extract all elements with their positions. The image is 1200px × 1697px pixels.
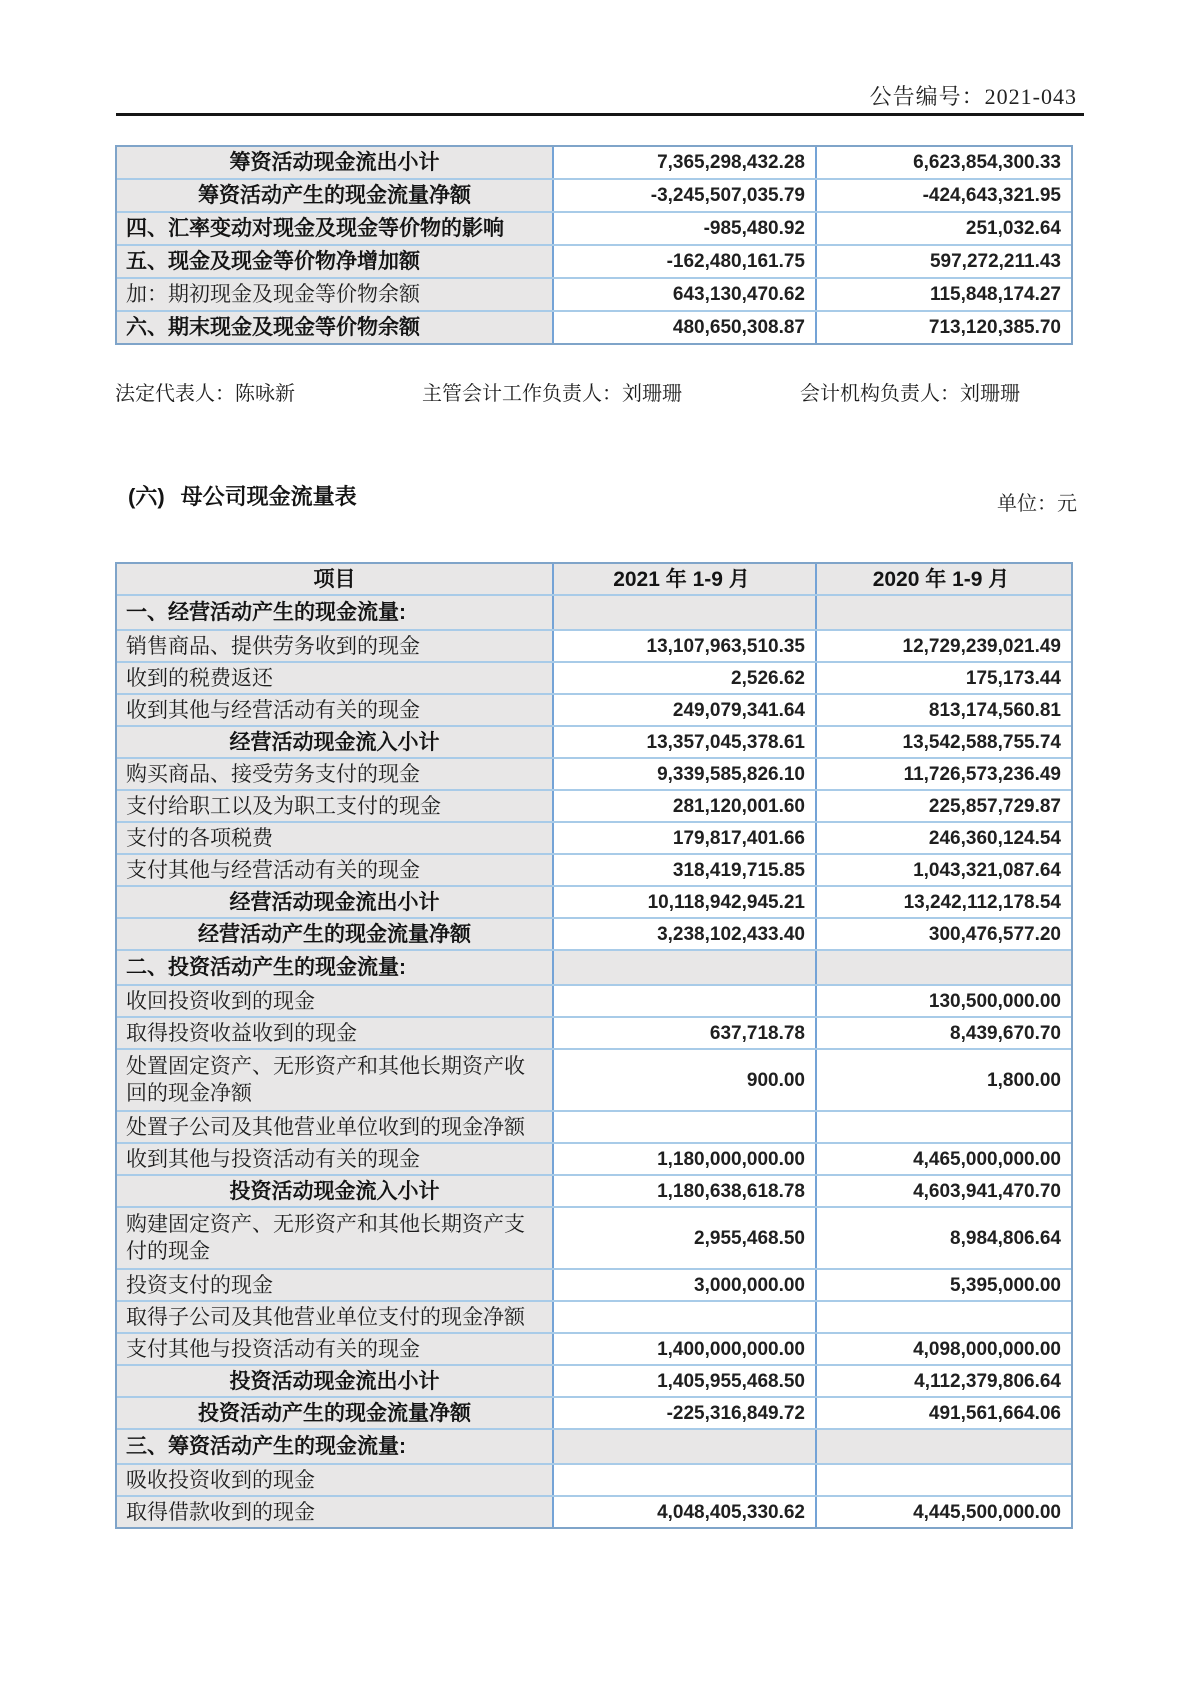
table-row	[117, 629, 1071, 661]
table-row	[117, 1048, 1071, 1110]
doc-number: 公告编号：2021-043	[869, 84, 1077, 109]
col-header-2021: 2021 年 1-9 月	[552, 564, 815, 594]
row-value-2021-cell	[552, 596, 815, 629]
row-value-2021-cell: 3,238,102,433.40	[552, 919, 815, 949]
row-label-cell: 取得投资收益收到的现金	[117, 1018, 552, 1048]
row-value-2020-cell: 4,465,000,000.00	[815, 1144, 1071, 1174]
row-label-cell: 支付其他与经营活动有关的现金	[117, 855, 552, 885]
row-label-cell: 五、现金及现金等价物净增加额	[117, 246, 552, 277]
table-row	[117, 661, 1071, 693]
table-row	[117, 984, 1071, 1016]
table-row	[117, 211, 1071, 244]
table-row	[117, 821, 1071, 853]
row-value-2020-cell: 1,043,321,087.64	[815, 855, 1071, 885]
row-value-2020-cell: 225,857,729.87	[815, 791, 1071, 821]
table-row	[117, 1174, 1071, 1206]
row-value-2020-cell: 300,476,577.20	[815, 919, 1071, 949]
table-row	[117, 1428, 1071, 1463]
row-label-cell: 购买商品、接受劳务支付的现金	[117, 759, 552, 789]
row-value-2021-cell: 10,118,942,945.21	[552, 887, 815, 917]
row-value-2020-cell	[815, 1430, 1071, 1463]
row-label-cell: 投资活动产生的现金流量净额	[117, 1398, 552, 1428]
row-label-cell: 投资活动现金流出小计	[117, 1366, 552, 1396]
row-label-cell: 三、筹资活动产生的现金流量:	[117, 1430, 552, 1463]
table-row	[117, 1495, 1071, 1527]
row-value-2021-cell: 249,079,341.64	[552, 695, 815, 725]
row-label-cell: 加：期初现金及现金等价物余额	[117, 279, 552, 310]
row-label-cell: 筹资活动产生的现金流量净额	[117, 180, 552, 211]
row-value-2021-cell: 643,130,470.62	[552, 279, 815, 310]
row-value-2021-cell: -985,480.92	[552, 213, 815, 244]
row-value-2021-cell: 637,718.78	[552, 1018, 815, 1048]
accounting-head: 会计机构负责人：刘珊珊	[800, 383, 1020, 405]
row-value-2021-cell: 2,955,468.50	[552, 1208, 815, 1268]
row-value-2020-cell: 1,800.00	[815, 1050, 1071, 1110]
chief-accountant: 主管会计工作负责人：刘珊珊	[422, 383, 682, 405]
table-row	[117, 1110, 1071, 1142]
header-divider-rule	[116, 113, 1084, 116]
table-row	[117, 1268, 1071, 1300]
table-row	[117, 1206, 1071, 1268]
row-value-2020-cell: 251,032.64	[815, 213, 1071, 244]
table-row	[117, 885, 1071, 917]
row-label-cell: 六、期末现金及现金等价物余额	[117, 312, 552, 343]
row-label-cell: 二、投资活动产生的现金流量:	[117, 951, 552, 984]
row-value-2021-cell	[552, 1465, 815, 1495]
row-value-2020-cell	[815, 1302, 1071, 1332]
row-label-cell: 支付给职工以及为职工支付的现金	[117, 791, 552, 821]
row-value-2020-cell: 8,984,806.64	[815, 1208, 1071, 1268]
row-value-2020-cell	[815, 1465, 1071, 1495]
row-value-2021-cell	[552, 986, 815, 1016]
row-value-2020-cell	[815, 596, 1071, 629]
row-value-2021-cell	[552, 1430, 815, 1463]
table-row	[117, 949, 1071, 984]
row-value-2021-cell: 1,180,000,000.00	[552, 1144, 815, 1174]
row-value-2020-cell: 813,174,560.81	[815, 695, 1071, 725]
row-value-2021-cell: 7,365,298,432.28	[552, 147, 815, 178]
row-value-2021-cell	[552, 951, 815, 984]
row-label-cell: 四、汇率变动对现金及现金等价物的影响	[117, 213, 552, 244]
row-value-2020-cell: 13,242,112,178.54	[815, 887, 1071, 917]
row-label-cell: 支付的各项税费	[117, 823, 552, 853]
row-label-cell: 处置子公司及其他营业单位收到的现金净额	[117, 1112, 552, 1142]
section-index: (六)	[128, 484, 165, 509]
row-label-cell: 取得借款收到的现金	[117, 1497, 552, 1527]
row-value-2020-cell: -424,643,321.95	[815, 180, 1071, 211]
row-value-2020-cell: 4,603,941,470.70	[815, 1176, 1071, 1206]
row-label-cell: 收到其他与经营活动有关的现金	[117, 695, 552, 725]
row-label-cell: 支付其他与投资活动有关的现金	[117, 1334, 552, 1364]
row-label-cell: 投资活动现金流入小计	[117, 1176, 552, 1206]
row-value-2021-cell: -162,480,161.75	[552, 246, 815, 277]
table-header-row	[117, 564, 1071, 594]
table-row	[117, 178, 1071, 211]
row-value-2021-cell: 3,000,000.00	[552, 1270, 815, 1300]
row-value-2020-cell: 130,500,000.00	[815, 986, 1071, 1016]
row-value-2020-cell: 597,272,211.43	[815, 246, 1071, 277]
row-value-2021-cell: 2,526.62	[552, 663, 815, 693]
row-value-2021-cell: 13,107,963,510.35	[552, 631, 815, 661]
table-row	[117, 725, 1071, 757]
row-label-cell: 经营活动产生的现金流量净额	[117, 919, 552, 949]
row-value-2020-cell: 13,542,588,755.74	[815, 727, 1071, 757]
row-value-2020-cell: 115,848,174.27	[815, 279, 1071, 310]
row-value-2021-cell: 1,405,955,468.50	[552, 1366, 815, 1396]
table-row	[117, 147, 1071, 178]
row-value-2020-cell: 713,120,385.70	[815, 312, 1071, 343]
row-value-2021-cell: 318,419,715.85	[552, 855, 815, 885]
col-header-item: 项目	[117, 564, 552, 594]
row-label-cell: 收回投资收到的现金	[117, 986, 552, 1016]
row-label-cell: 收到的税费返还	[117, 663, 552, 693]
unit-label: 单位：元	[997, 493, 1077, 515]
row-value-2021-cell: 4,048,405,330.62	[552, 1497, 815, 1527]
row-value-2021-cell: 480,650,308.87	[552, 312, 815, 343]
row-value-2021-cell	[552, 1302, 815, 1332]
table-row	[117, 757, 1071, 789]
table-row	[117, 853, 1071, 885]
row-value-2020-cell	[815, 1112, 1071, 1142]
row-value-2021-cell: -225,316,849.72	[552, 1398, 815, 1428]
row-label-cell: 销售商品、提供劳务收到的现金	[117, 631, 552, 661]
table-row	[117, 1463, 1071, 1495]
legal-representative: 法定代表人：陈咏新	[115, 383, 295, 405]
row-value-2021-cell	[552, 1112, 815, 1142]
table-row	[117, 693, 1071, 725]
table-row	[117, 1142, 1071, 1174]
row-value-2021-cell: 179,817,401.66	[552, 823, 815, 853]
table-row	[117, 244, 1071, 277]
row-value-2020-cell: 8,439,670.70	[815, 1018, 1071, 1048]
summary-cash-flow-table	[115, 145, 1073, 345]
row-value-2021-cell: -3,245,507,035.79	[552, 180, 815, 211]
col-header-2020: 2020 年 1-9 月	[815, 564, 1071, 594]
row-label-cell: 吸收投资收到的现金	[117, 1465, 552, 1495]
row-label-cell: 经营活动现金流入小计	[117, 727, 552, 757]
row-value-2021-cell: 1,400,000,000.00	[552, 1334, 815, 1364]
table-row	[117, 1332, 1071, 1364]
parent-company-cash-flow-table	[115, 562, 1073, 1529]
row-value-2020-cell: 12,729,239,021.49	[815, 631, 1071, 661]
table-row	[117, 277, 1071, 310]
row-value-2021-cell: 1,180,638,618.78	[552, 1176, 815, 1206]
row-value-2021-cell: 9,339,585,826.10	[552, 759, 815, 789]
signature-line	[115, 377, 1085, 407]
table-row	[117, 594, 1071, 629]
table-row	[117, 789, 1071, 821]
row-value-2020-cell: 246,360,124.54	[815, 823, 1071, 853]
row-value-2020-cell: 5,395,000.00	[815, 1270, 1071, 1300]
row-value-2020-cell	[815, 951, 1071, 984]
row-label-cell: 筹资活动现金流出小计	[117, 147, 552, 178]
row-label-cell: 取得子公司及其他营业单位支付的现金净额	[117, 1302, 552, 1332]
row-label-cell: 购建固定资产、无形资产和其他长期资产支付的现金	[117, 1208, 552, 1268]
row-value-2020-cell: 4,445,500,000.00	[815, 1497, 1071, 1527]
table-row	[117, 917, 1071, 949]
row-label-cell: 处置固定资产、无形资产和其他长期资产收回的现金净额	[117, 1050, 552, 1110]
row-label-cell: 经营活动现金流出小计	[117, 887, 552, 917]
row-value-2020-cell: 491,561,664.06	[815, 1398, 1071, 1428]
row-value-2021-cell: 13,357,045,378.61	[552, 727, 815, 757]
table-row	[117, 1016, 1071, 1048]
row-label-cell: 收到其他与投资活动有关的现金	[117, 1144, 552, 1174]
row-value-2021-cell: 281,120,001.60	[552, 791, 815, 821]
table-row	[117, 310, 1071, 343]
table-row	[117, 1396, 1071, 1428]
row-value-2020-cell: 6,623,854,300.33	[815, 147, 1071, 178]
section-title: 母公司现金流量表	[180, 484, 357, 509]
table-row	[117, 1300, 1071, 1332]
table-row	[117, 1364, 1071, 1396]
row-value-2020-cell: 4,098,000,000.00	[815, 1334, 1071, 1364]
row-value-2020-cell: 11,726,573,236.49	[815, 759, 1071, 789]
row-value-2020-cell: 175,173.44	[815, 663, 1071, 693]
row-value-2020-cell: 4,112,379,806.64	[815, 1366, 1071, 1396]
row-value-2021-cell: 900.00	[552, 1050, 815, 1110]
row-label-cell: 投资支付的现金	[117, 1270, 552, 1300]
row-label-cell: 一、经营活动产生的现金流量:	[117, 596, 552, 629]
section-heading	[128, 480, 357, 511]
